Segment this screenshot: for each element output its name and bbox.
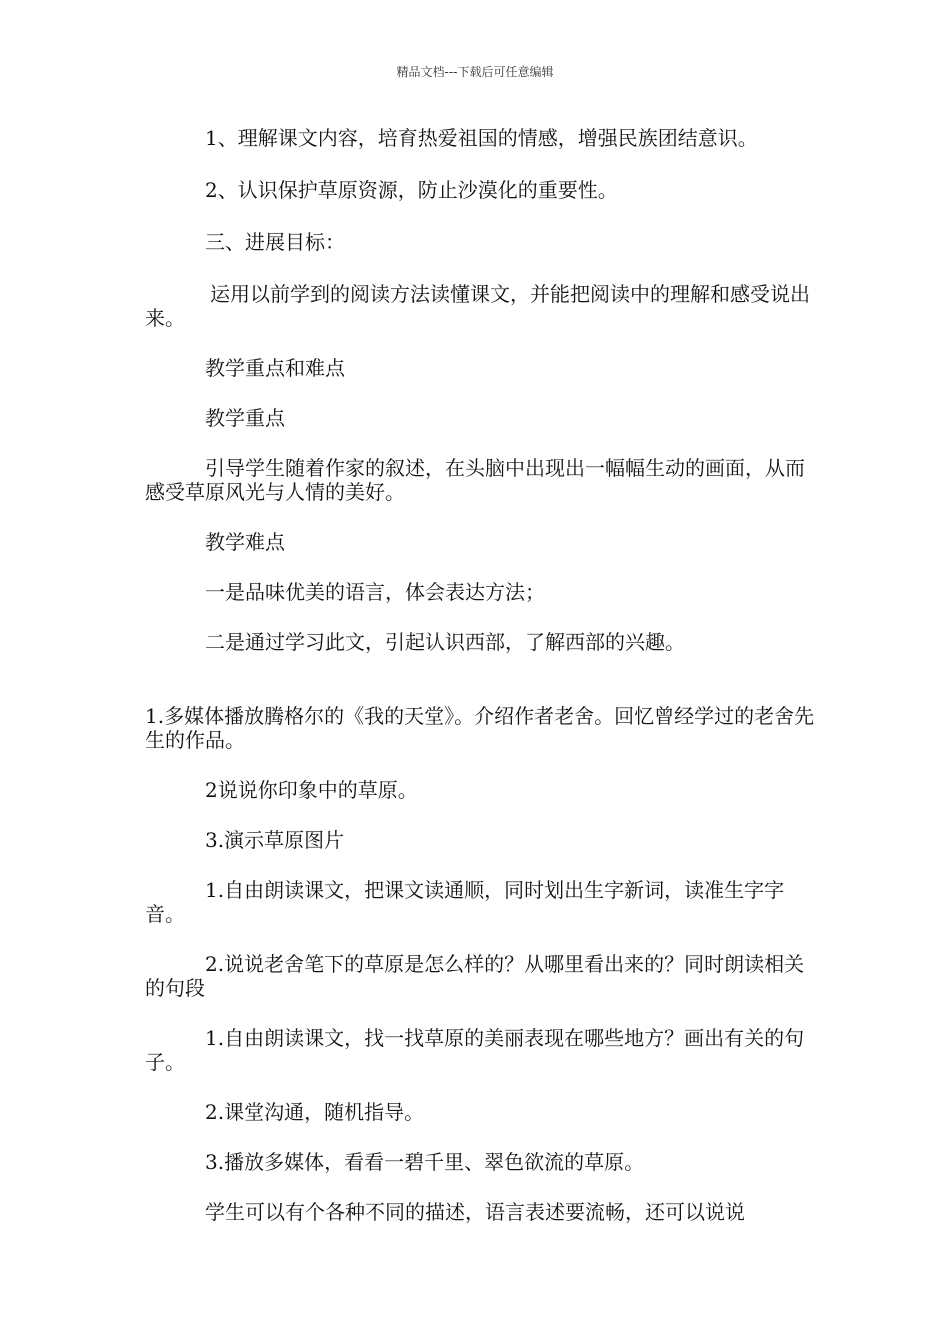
study-step-3: 3.播放多媒体，看看一碧千里、翠色欲流的草原。 [205,1150,645,1174]
difficult-point-1: 一是品味优美的语言，体会表达方法； [205,580,545,604]
heading-key-points: 教学重点 [205,406,285,430]
activity-intro-3: 3.演示草原图片 [205,828,345,852]
objective-1: 1、理解课文内容，培育热爱祖国的情感，增强民族团结意识。 [205,126,758,150]
key-point-text: 引导学生随着作家的叙述，在头脑中出现出一幅幅生动的画面，从而感受草原风光与人情的美好。 [145,456,805,504]
document-body [145,120,815,1224]
student-description-text: 学生可以有个各种不同的描述，语言表述要流畅，还可以说说 [205,1200,745,1224]
activity-intro-1: 1.多媒体播放腾格尔的《我的天堂》。介绍作者老舍。回忆曾经学过的老舍先生的作品。 [145,704,815,752]
objective-2: 2、认识保护草原资源，防止沙漠化的重要性。 [205,178,618,202]
heading-key-and-difficult-points: 教学重点和难点 [205,356,345,380]
study-step-2: 2.课堂沟通，随机指导。 [205,1100,425,1124]
activity-intro-2: 2说说你印象中的草原。 [205,778,418,802]
section-heading-development-goals: 三、进展目标： [205,230,345,254]
development-goal-text: 运用以前学到的阅读方法读懂课文，并能把阅读中的理解和感受说出来。 [145,282,810,330]
reading-step-2: 2.说说老舍笔下的草原是怎么样的？从哪里看出来的？同时朗读相关的句段 [145,952,805,1000]
heading-difficult-points: 教学难点 [205,530,285,554]
difficult-point-2: 二是通过学习此文，引起认识西部，了解西部的兴趣。 [205,630,685,654]
page-header: 精品文档---下载后可任意编辑 [396,65,554,79]
reading-step-1: 1.自由朗读课文，把课文读通顺，同时划出生字新词，读准生字字音。 [145,878,785,926]
study-step-1: 1.自由朗读课文，找一找草原的美丽表现在哪些地方？画出有关的句子。 [145,1026,805,1074]
